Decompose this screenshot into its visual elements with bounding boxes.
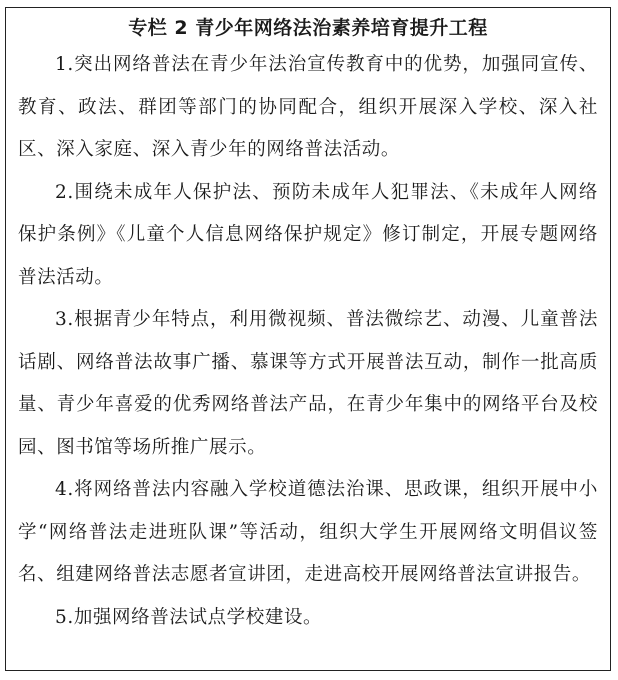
item-5: 5.加强网络普法试点学校建设。	[55, 606, 323, 628]
item-4: 4.将网络普法内容融入学校道德法治课、思政课，组织开展中小学“网络普法走进班队课”等活动，组织大学生开展网络文明倡议签名、组建网络普法志愿者宣讲团，走进高校开展网络普法宣讲报告。	[18, 479, 598, 585]
item-2: 2.围绕未成年人保护法、预防未成年人犯罪法、《未成年人网络保护条例》《儿童个人信息网络保护规定》修订制定，开展专题网络普法活动。	[18, 181, 598, 288]
column-title: 专栏 2 青少年网络法治素养培育提升工程	[128, 17, 488, 39]
item-3: 3.根据青少年特点，利用微视频、普法微综艺、动漫、儿童普法话剧、网络普法故事广播、慕课等方式开展普法互动，制作一批高质量、青少年喜爱的优秀网络普法产品，在青少年集中的网络平台及校园、图书馆等场所推广展示。	[18, 309, 598, 458]
column-box	[5, 7, 611, 671]
item-1: 1.突出网络普法在青少年法治宣传教育中的优势，加强同宣传、教育、政法、群团等部门的协同配合，组织开展深入学校、深入社区、深入家庭、深入青少年的网络普法活动。	[18, 54, 598, 160]
